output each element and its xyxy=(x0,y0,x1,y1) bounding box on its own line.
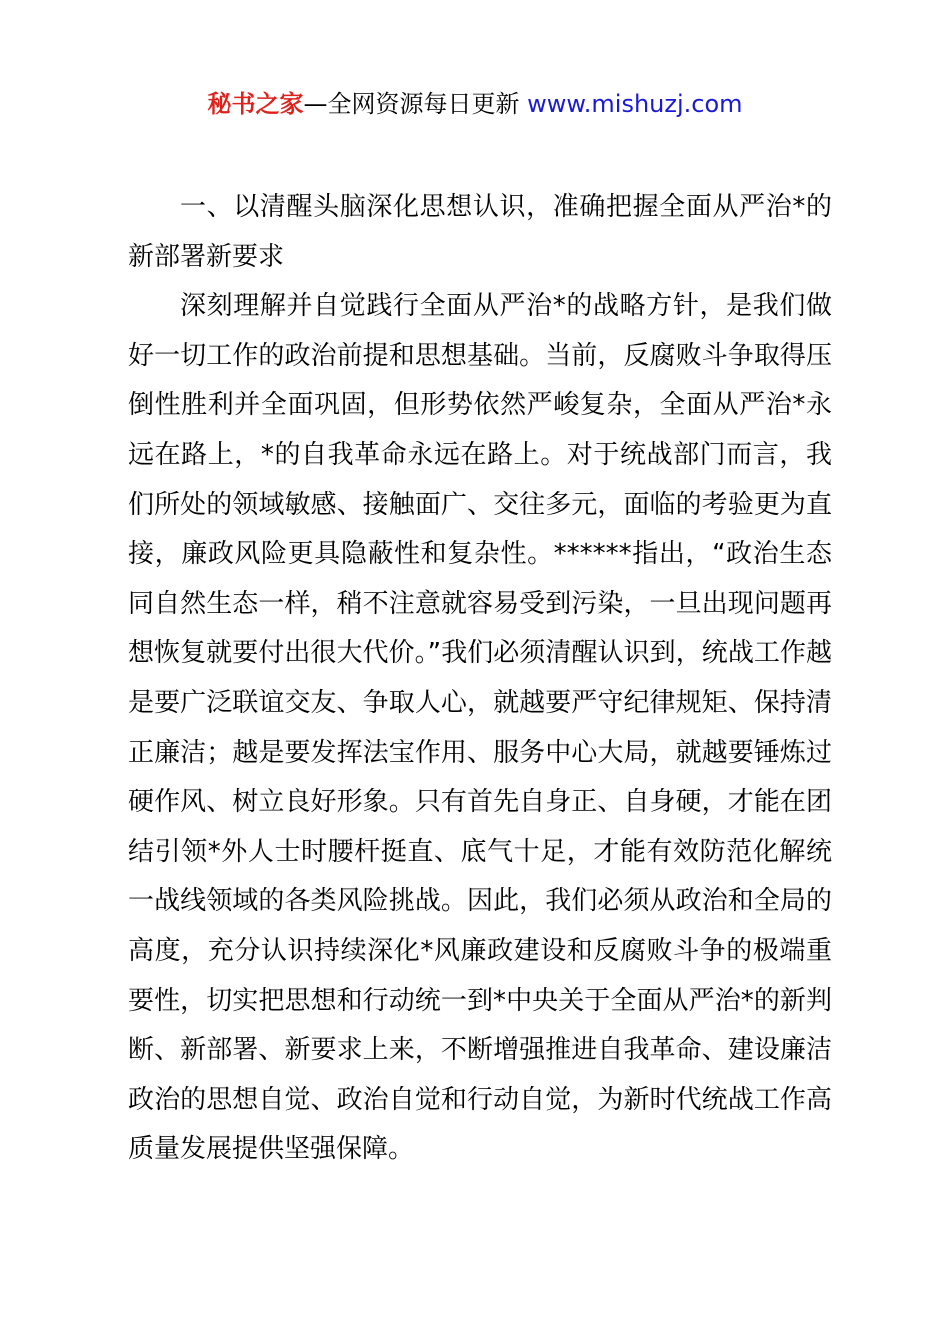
site-link[interactable]: www.mishuzj.com xyxy=(527,90,743,118)
section-heading: 一、以清醒头脑深化思想认识，准确把握全面从严治*的新部署新要求 xyxy=(128,192,832,272)
brand-name: 秘书之家 xyxy=(207,90,304,118)
header-tagline: —全网资源每日更新 xyxy=(303,90,528,118)
body-paragraph: 深刻理解并自觉践行全面从严治*的战略方针，是我们做好一切工作的政治前提和思想基础。当前，反腐败斗争取得压倒性胜利并全面巩固，但形势依然严峻复杂，全面从严治*永远在路上，*的自我革命永远在路上。对于统战部门而言，我们所处的领域敏感、接触面广、交往多元，面临的考验更为直接，廉政风险更具隐蔽性和复杂性。******指出，“政治生态同自然生态一样，稍不注意就容易受到污染，一旦出现问题再想恢复就要付出很大代价。”我们必须清醒认识到，统战工作越是要广泛联谊交友、争取人心，就越要严守纪律规矩、保持清正廉洁；越是要发挥法宝作用、服务中心大局，就越要锤炼过硬作风、树立良好形象。只有首先自身正、自身硬，才能在团结引领*外人士时腰杆挺直、底气十足，才能有效防范化解统一战线领域的各类风险挑战。因此，我们必须从政治和全局的高度，充分认识持续深化*风廉政建设和反腐败斗争的极端重要性，切实把思想和行动统一到*中央关于全面从严治*的新判断、新部署、新要求上来，不断增强推进自我革命、建设廉洁政治的思想自觉、政治自觉和行动自觉，为新时代统战工作高质量发展提供坚强保障。 xyxy=(128,291,832,1165)
document-body xyxy=(128,183,832,1175)
page-header xyxy=(0,86,950,122)
